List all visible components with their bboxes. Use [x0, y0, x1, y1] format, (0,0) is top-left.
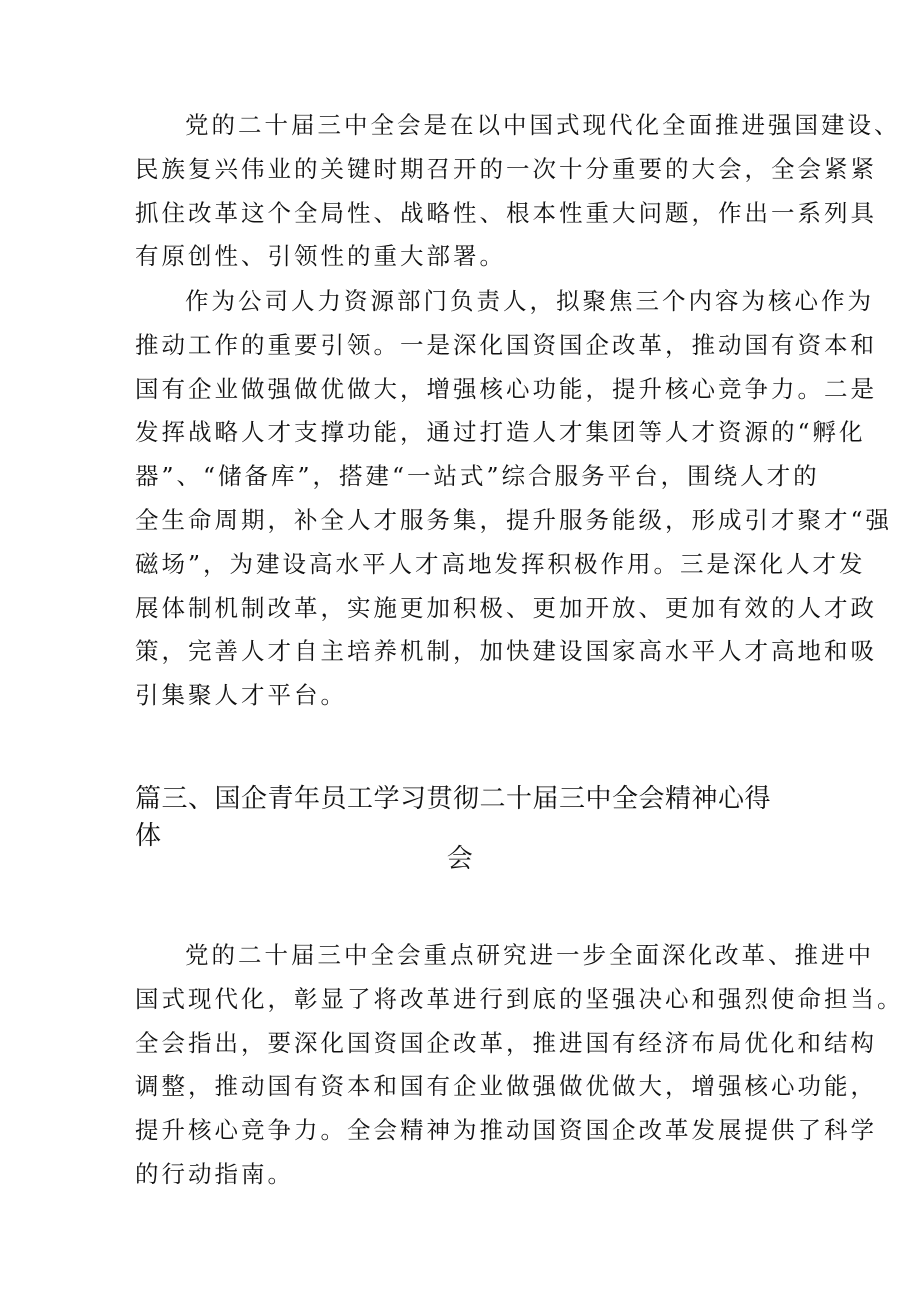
paragraph-1-line: 党的二十届三中全会是在以中国式现代化全面推进强国建设、	[185, 111, 901, 139]
section-heading-continuation: 会	[446, 844, 474, 874]
paragraph-3-line: 的行动指南。	[135, 1159, 294, 1188]
paragraph-3	[135, 934, 904, 1197]
paragraph-2-line: 作为公司人力资源部门负责人，拟聚焦三个内容为核心作为	[185, 287, 874, 315]
paragraph-2-line: 全生命周期，补全人才服务集，提升服务能级，形成引才聚才“强	[135, 505, 893, 534]
paragraph-3-line: 国式现代化，彰显了将改革进行到底的坚强决心和强烈使命担当。	[135, 984, 904, 1013]
paragraph-2-line: 国有企业做强做优做大，增强核心功能，提升核心竞争力。二是	[135, 374, 877, 403]
paragraph-3-line: 提升核心竞争力。全会精神为推动国资国企改革发展提供了科学	[135, 1116, 877, 1145]
paragraph-3-line: 调整，推动国有资本和国有企业做强做优做大，增强核心功能，	[135, 1072, 877, 1101]
paragraph-3-line: 全会指出，要深化国资国企改革，推进国有经济布局优化和结构	[135, 1028, 877, 1057]
paragraph-2-line: 器”、“储备库”，搭建“一站式”综合服务平台，围绕人才的	[135, 462, 820, 491]
paragraph-2-line: 引集聚人才平台。	[135, 681, 347, 710]
paragraph-2-line: 展体制机制改革，实施更加积极、更加开放、更加有效的人才政	[135, 593, 877, 622]
paragraph-1-line: 民族复兴伟业的关键时期召开的一次十分重要的大会，全会紧紧	[135, 154, 877, 183]
paragraph-2	[135, 280, 893, 718]
paragraph-3-line: 党的二十届三中全会重点研究进一步全面深化改革、推进中	[185, 941, 874, 969]
paragraph-1-line: 有原创性、引领性的重大部署。	[135, 242, 506, 271]
section-heading: 篇三、国企青年员工学习贯彻二十届三中全会精神心得体	[135, 784, 772, 851]
paragraph-1	[135, 104, 901, 279]
paragraph-1-line: 抓住改革这个全局性、战略性、根本性重大问题，作出一系列具	[135, 198, 877, 227]
paragraph-2-line: 发挥战略人才支撑功能，通过打造人才集团等人才资源的“孵化	[135, 418, 866, 447]
paragraph-2-line: 推动工作的重要引领。一是深化国资国企改革，推动国有资本和	[135, 330, 877, 359]
paragraph-2-line: 策，完善人才自主培养机制，加快建设国家高水平人才高地和吸	[135, 637, 877, 666]
paragraph-2-line: 磁场”，为建设高水平人才高地发挥积极作用。三是深化人才发	[135, 549, 866, 578]
